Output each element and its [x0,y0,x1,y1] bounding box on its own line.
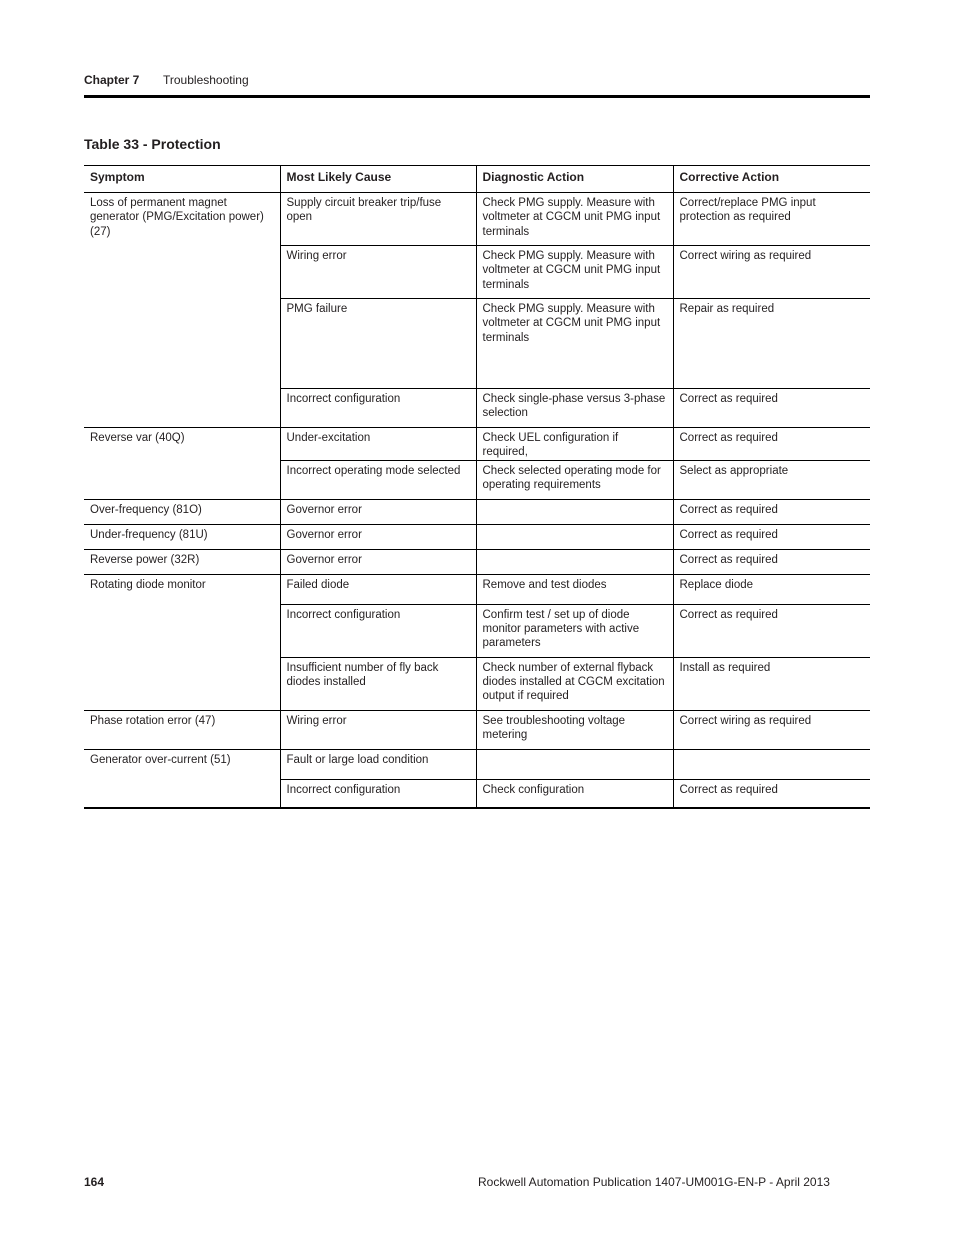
symptom-cell: Under-frequency (81U) [84,524,280,549]
column-header-diagnostic: Diagnostic Action [476,166,673,193]
diagnostic-cell: Check single-phase versus 3-phase selection [476,389,673,428]
corrective-cell: Repair as required [673,299,870,389]
cause-cell: Supply circuit breaker trip/fuse open [280,193,476,246]
symptom-cell: Reverse var (40Q) [84,428,280,500]
corrective-cell: Correct/replace PMG input protection as required [673,193,870,246]
corrective-cell: Correct as required [673,428,870,461]
cause-cell: Governor error [280,499,476,524]
publication-line: Rockwell Automation Publication 1407-UM001G-EN-P - April 2013 [478,1175,830,1189]
diagnostic-cell: Remove and test diodes [476,574,673,604]
diagnostic-cell: Check PMG supply. Measure with voltmeter at CGCM unit PMG input terminals [476,193,673,246]
cause-cell: Incorrect configuration [280,779,476,808]
corrective-cell: Install as required [673,657,870,710]
corrective-cell: Correct as required [673,604,870,657]
corrective-cell: Correct wiring as required [673,246,870,299]
cause-cell: Incorrect configuration [280,389,476,428]
table-row [84,710,870,749]
table-row [84,524,870,549]
running-header [84,73,249,87]
cause-cell: Governor error [280,524,476,549]
table-row [84,499,870,524]
symptom-cell: Rotating diode monitor [84,574,280,710]
cause-cell: Wiring error [280,710,476,749]
diagnostic-cell [476,549,673,574]
header-rule [84,95,870,98]
table-row [84,574,870,604]
cause-cell: Incorrect operating mode selected [280,460,476,499]
table-body [84,193,870,809]
diagnostic-cell [476,499,673,524]
corrective-cell: Replace diode [673,574,870,604]
cause-cell: PMG failure [280,299,476,389]
diagnostic-cell: Check number of external flyback diodes installed at CGCM excitation output if required [476,657,673,710]
diagnostic-cell: Check PMG supply. Measure with voltmeter at CGCM unit PMG input terminals [476,299,673,389]
symptom-cell: Generator over-current (51) [84,749,280,808]
cause-cell: Failed diode [280,574,476,604]
corrective-cell [673,749,870,779]
protection-table [84,165,870,809]
symptom-cell: Loss of permanent magnet generator (PMG/Excitation power) (27) [84,193,280,428]
corrective-cell: Correct as required [673,779,870,808]
corrective-cell: Correct as required [673,499,870,524]
table-row [84,749,870,779]
section-label: Troubleshooting [163,73,249,87]
diagnostic-cell: Check configuration [476,779,673,808]
corrective-cell: Correct as required [673,389,870,428]
chapter-label: Chapter 7 [84,73,140,87]
diagnostic-cell [476,749,673,779]
diagnostic-cell: Check UEL configuration if required, [476,428,673,461]
cause-cell: Wiring error [280,246,476,299]
table-row [84,549,870,574]
diagnostic-cell: Confirm test / set up of diode monitor parameters with active parameters [476,604,673,657]
corrective-cell: Correct as required [673,524,870,549]
column-header-corrective: Corrective Action [673,166,870,193]
table-header-row [84,166,870,193]
corrective-cell: Correct as required [673,549,870,574]
table-row [84,193,870,246]
table-row [84,428,870,461]
corrective-cell: Correct wiring as required [673,710,870,749]
cause-cell: Insufficient number of fly back diodes installed [280,657,476,710]
page-number: 164 [84,1175,105,1189]
symptom-cell: Over-frequency (81O) [84,499,280,524]
cause-cell: Fault or large load condition [280,749,476,779]
cause-cell: Governor error [280,549,476,574]
diagnostic-cell: See troubleshooting voltage metering [476,710,673,749]
cause-cell: Under-excitation [280,428,476,461]
symptom-cell: Phase rotation error (47) [84,710,280,749]
cause-cell: Incorrect configuration [280,604,476,657]
diagnostic-cell: Check selected operating mode for operating requirements [476,460,673,499]
column-header-symptom: Symptom [84,166,280,193]
diagnostic-cell: Check PMG supply. Measure with voltmeter at CGCM unit PMG input terminals [476,246,673,299]
corrective-cell: Select as appropriate [673,460,870,499]
column-header-cause: Most Likely Cause [280,166,476,193]
table-title: Table 33 - Protection [84,136,221,152]
diagnostic-cell [476,524,673,549]
symptom-cell: Reverse power (32R) [84,549,280,574]
